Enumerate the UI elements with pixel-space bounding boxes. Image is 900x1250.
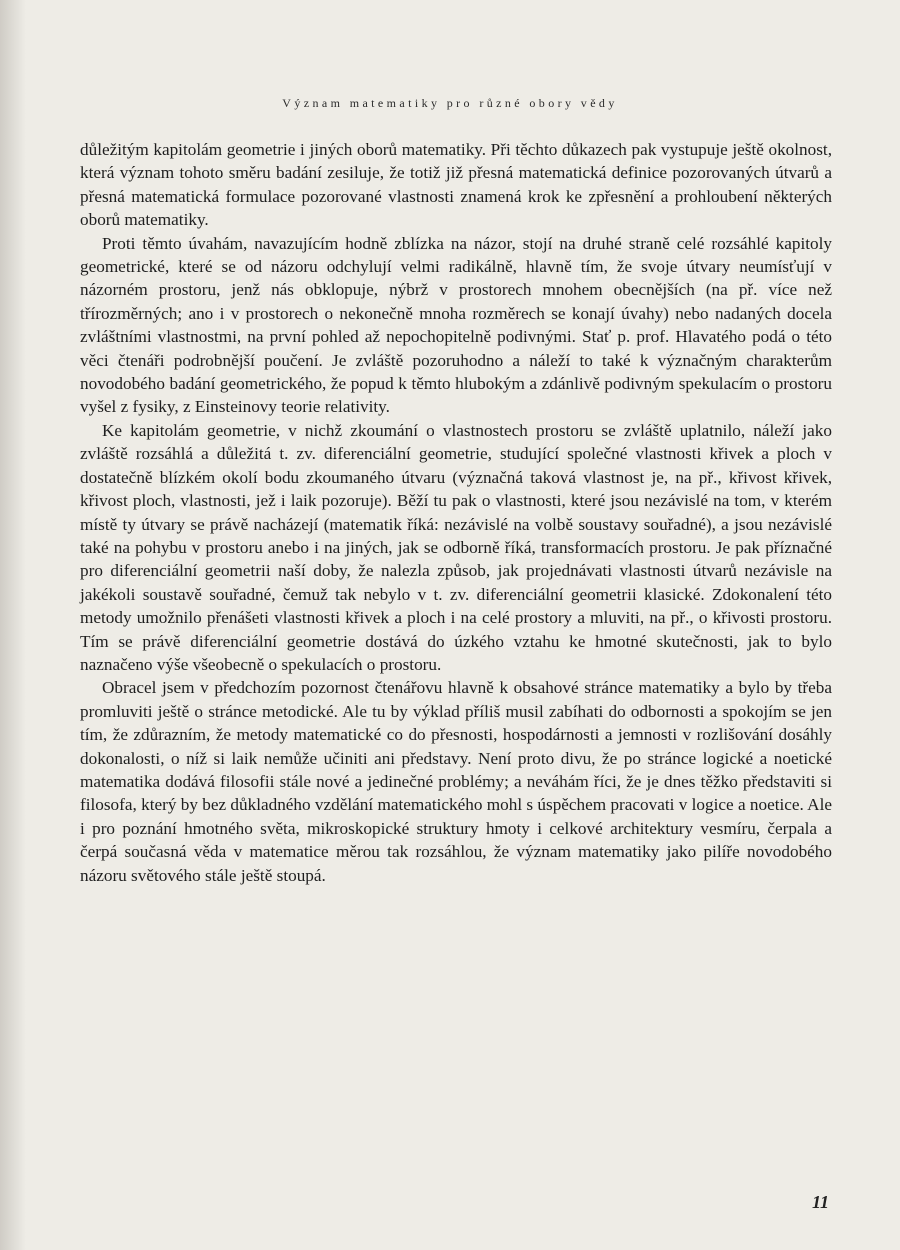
paragraph-2: Proti těmto úvahám, navazujícím hodně zblízka na názor, stojí na druhé straně celé rozsáhlé kapitoly geometrické, které se od názoru odchylují velmi radikálně, hlavně tím, že svoje útvary neumísťují v názorném prostoru, jenž nás obklopuje, nýbrž v prostorech mnohem obecnějších (na př. více než třírozměrných; ano i v prostorech o nekonečně mnoha rozměrech se konají úvahy) nebo nadaných docela zvláštními vlastnostmi, na první pohled až nepochopitelně podivnými. Stať p. prof. Hlavatého podá o této věci čtenáři podrobnější poučení. Je zvláště pozoruhodno a náleží to také k význačným charakterům novodobého badání geometrického, že popud k těmto hlubokým a zdánlivě podivným spekulacím o prostoru vyšel z fysiky, z Einsteinovy teorie relativity. [80,233,832,417]
body-text [80,138,832,887]
paragraph-4: Obracel jsem v předchozím pozornost čtenářovu hlavně k obsahové stránce matematiky a bylo by třeba promluviti ještě o stránce metodické. Ale tu by výklad příliš musil zabíhati do odbornosti a spokojím se jen tím, že zdůrazním, že metody matematické co do přesnosti, hospodárnosti a jemnosti v rozlišování dosáhly dokonalosti, o níž si laik nemůže učiniti ani představy. Není proto divu, že po stránce logické a noetické matematika dodává filosofii stále nové a jedinečné problémy; a neváhám říci, že je dnes těžko představiti si filosofa, který by bez důkladného vzdělání matematického mohl s úspěchem pracovati v logice a noetice. Ale i pro poznání hmotného světa, mikroskopické struktury hmoty i celkové architektury vesmíru, čerpala a čerpá současná věda v matematice měrou tak rozsáhlou, že význam matematiky jako pilíře novodobého názoru světového stále ještě stoupá. [80,678,832,885]
paragraph-1: důležitým kapitolám geometrie i jiných oborů matematiky. Při těchto důkazech pak vystupuje ještě okolnost, která význam tohoto směru badání zesiluje, že totiž již přesná matematická definice pozorovaných útvarů a přesná matematická formulace pozorované vlastnosti znamená krok ke zpřesnění a prohloubení některých oborů matematiky. [80,140,832,230]
page-gutter-shadow [0,0,26,1250]
page-number: 11 [812,1192,830,1212]
paragraph-3: Ke kapitolám geometrie, v nichž zkoumání o vlastnostech prostoru se zvláště uplatnilo, náleží jako zvláště rozsáhlá a důležitá t. zv. diferenciální geometrie, studující společné vlastnosti křivek a ploch v dostatečně blízkém okolí bodu zkoumaného útvaru (význačná taková vlastnost je, na př., křivost křivek, křivost ploch, vlastnosti, jež i laik pozoruje). Běží tu pak o vlastnosti, které jsou nezávislé na tom, v kterém místě ty útvary se právě nacházejí (matematik říká: nezávislé na volbě soustavy souřadné), a jsou nezávislé také na pohybu v prostoru anebo i na jiných, jak se odborně říká, transformacích prostoru. Je pak příznačné pro diferenciální geometrii naší doby, že nalezla způsob, jak projednávati vlastnosti útvarů nezávisle na jakékoli soustavě souřadné, čemuž tak nebylo v t. zv. diferenciální geometrii klasické. Zdokonalení této metody umožnilo přenášeti vlastnosti křivek a ploch i na celé prostory a mluviti, na př., o křivosti prostoru. Tím se právě diferenciální geometrie dostává do úzkého vztahu ke hmotné skutečnosti, jak to bylo naznačeno výše všeobecně o spekulacích o prostoru. [80,420,832,674]
running-head: Význam matematiky pro různé obory vědy [282,96,618,110]
